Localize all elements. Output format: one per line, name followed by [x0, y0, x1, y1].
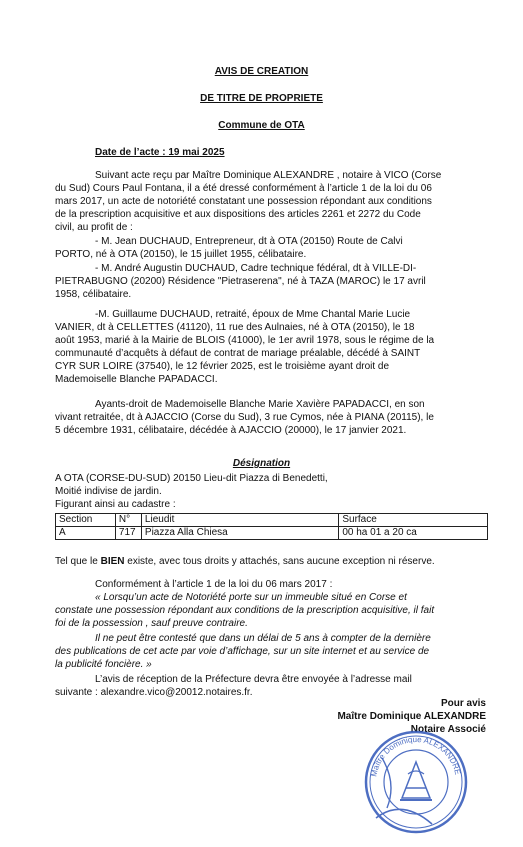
text-line: CYR SUR LOIRE (37540), le 12 février 2025, est le troisième ayant droit de	[55, 361, 390, 372]
bien-keyword: BIEN	[100, 556, 125, 567]
text-line: communauté d’acquêts à défaut de contrat de mariage préalable, décédé à SAINT	[55, 348, 421, 359]
text-line: -M. Guillaume DUCHAUD, retraité, époux de Mme Chantal Marie Lucie	[95, 309, 411, 320]
text-line: 1958, célibataire.	[55, 289, 132, 300]
cadastre-table	[55, 513, 488, 540]
signature-notary-name: Maître Dominique ALEXANDRE	[337, 711, 486, 722]
notice-subtitle: DE TITRE DE PROPRIETE	[200, 93, 323, 104]
seal-text: Maître Dominique ALEXANDRE	[369, 734, 463, 778]
text-line: - M. Jean DUCHAUD, Entrepreneur, dt à OTA (20150) Route de Calvi	[95, 236, 403, 247]
table-row	[56, 527, 488, 540]
quote-line: la publicité foncière. »	[55, 659, 152, 670]
text-line: L’avis de réception de la Préfecture devra être envoyée à l’adresse mail	[95, 674, 412, 685]
table-cell: A	[56, 527, 116, 540]
table-header-row	[56, 514, 488, 527]
signature-pour-avis: Pour avis	[440, 698, 486, 709]
table-header-cell: N°	[115, 514, 141, 527]
text-line: août 1953, marié à la Mairie de BLOIS (41000), le 1er avril 1978, sous le régime de la	[55, 335, 435, 346]
text-fragment: Tel que le	[55, 556, 101, 567]
text-line: PORTO, né à OTA (20150), le 15 juillet 1955, célibataire.	[55, 249, 307, 260]
legal-reference: Conformément à l’article 1 de la loi du 06 mars 2017 :	[95, 579, 333, 590]
act-date: Date de l’acte : 19 mai 2025	[95, 147, 225, 158]
text-line: - M. André Augustin DUCHAUD, Cadre technique fédéral, dt à VILLE-DI-	[95, 263, 417, 274]
quote-line: des publications de cet acte par voie d’affichage, sur un site internet et au service de	[55, 646, 430, 657]
text-line: mars 2017, un acte de notoriété constatant une possession répondant aux conditions	[55, 196, 432, 207]
text-line: de la prescription acquisitive et aux dispositions des articles 2261 et 2272 du Code	[55, 209, 421, 220]
quote-line: constate une possession répondant aux conditions de la prescription acquisitive, il fait	[55, 605, 435, 616]
text-line: vivant retraitée, dt à AJACCIO (Corse du Sud), 3 rue Cymos, née à PIANA (20115), le	[55, 412, 434, 423]
text-line: Suivant acte reçu par Maître Dominique ALEXANDRE , notaire à VICO (Corse	[95, 170, 442, 181]
property-rights-statement	[55, 555, 435, 568]
quote-line: foi de la possession , sauf preuve contraire.	[55, 618, 248, 629]
signature-notary-title: Notaire Associé	[410, 724, 486, 735]
text-fragment: existe, avec tous droits y attachés, sans aucune exception ni réserve.	[124, 556, 435, 567]
text-line: VANIER, dt à CELLETTES (41120), 11 rue des Aulnaies, né à OTA (20150), le 18	[55, 322, 415, 333]
notice-title: AVIS DE CREATION	[214, 66, 309, 77]
commune-heading: Commune de OTA	[218, 120, 305, 131]
table-header-cell: Surface	[339, 514, 488, 527]
quote-line: « Lorsqu’un acte de Notoriété porte sur un immeuble situé en Corse et	[95, 592, 407, 603]
text-line: PIETRABUGNO (20200) Résidence "Pietraserena", né à TAZA (MAROC) le 17 avril	[55, 276, 426, 287]
text-line: civil, au profit de :	[55, 222, 133, 233]
table-cell: 717	[115, 527, 141, 540]
notary-seal-stamp	[362, 728, 470, 836]
designation-heading: Désignation	[232, 458, 291, 469]
table-header-cell: Lieudit	[141, 514, 338, 527]
cadastre-intro: Figurant ainsi au cadastre :	[55, 499, 176, 510]
text-line: Ayants-droit de Mademoiselle Blanche Marie Xavière PAPADACCI, en son	[95, 399, 425, 410]
quote-line: Il ne peut être contesté que dans un délai de 5 ans à compter de la dernière	[95, 633, 431, 644]
property-description: Moitié indivise de jardin.	[55, 486, 162, 497]
text-line: du Sud) Cours Paul Fontana, il a été dressé conformément à l’article 1 de la loi du 06	[55, 183, 432, 194]
table-cell: Piazza Alla Chiesa	[141, 527, 338, 540]
property-location: A OTA (CORSE-DU-SUD) 20150 Lieu-dit Piazza di Benedetti,	[55, 473, 328, 484]
table-header-cell: Section	[56, 514, 116, 527]
contact-email-line: suivante : alexandre.vico@20012.notaires.fr.	[55, 687, 253, 698]
table-cell: 00 ha 01 a 20 ca	[339, 527, 488, 540]
text-line: 5 décembre 1931, célibataire, décédée à AJACCIO (20000), le 17 janvier 2021.	[55, 425, 407, 436]
text-line: Mademoiselle Blanche PAPADACCI.	[55, 374, 218, 385]
